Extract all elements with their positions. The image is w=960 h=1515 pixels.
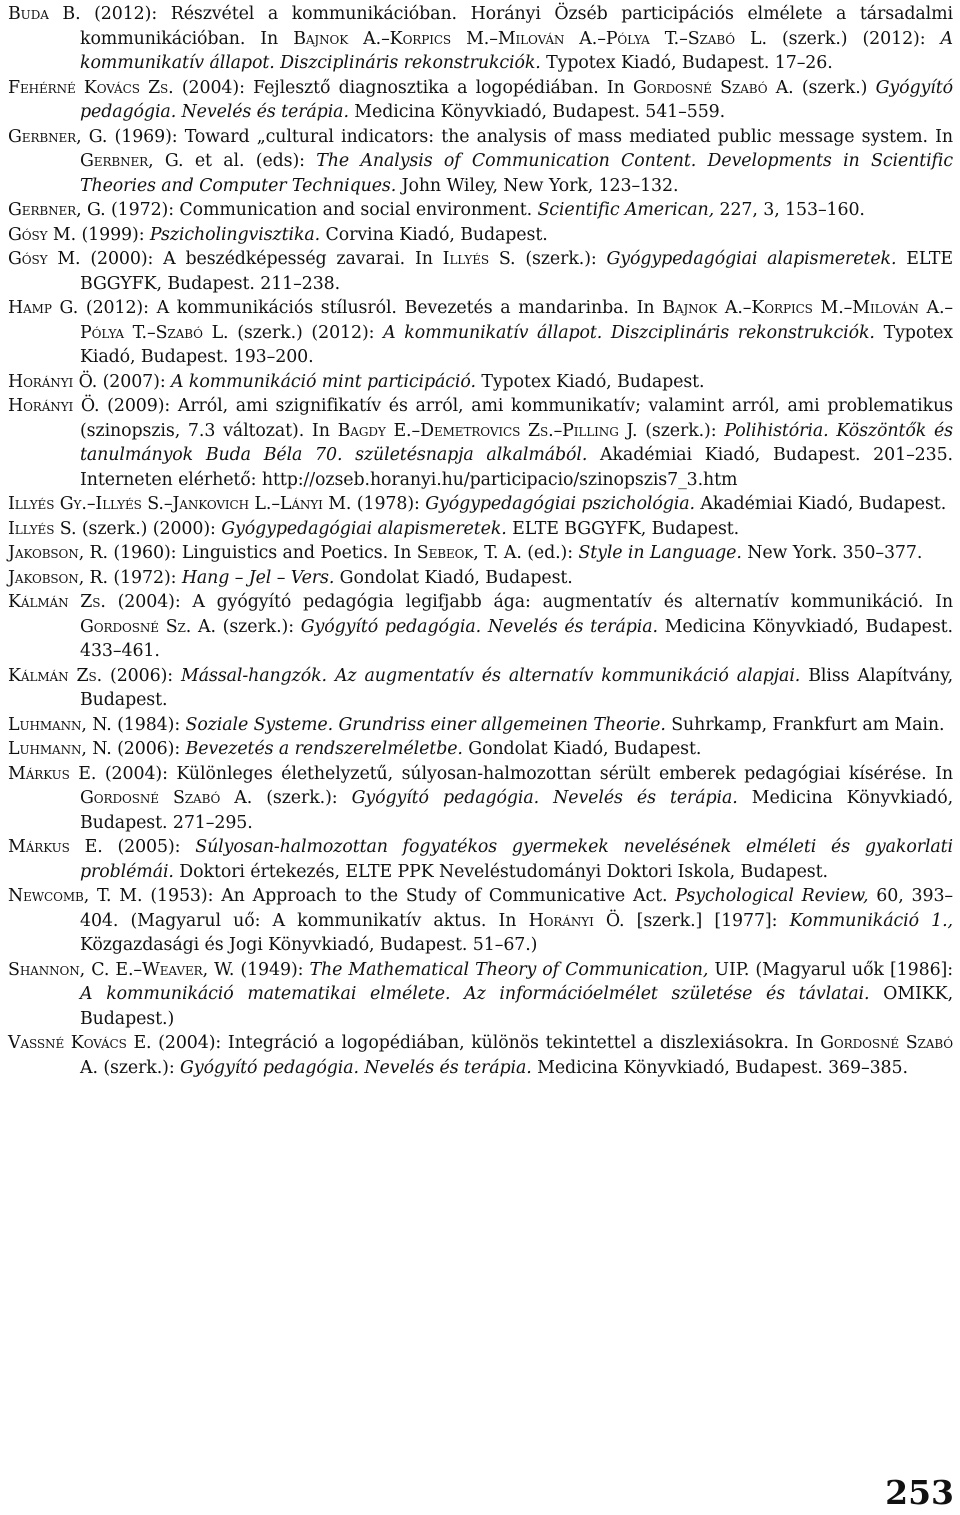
author-name: Gordosné Szabó A.: [80, 1033, 954, 1078]
reference-text: –: [597, 28, 606, 49]
author-name: Horányi Ö.: [8, 371, 98, 392]
reference-text: (2004): Fejlesztő diagnosztika a logopédiában. In: [173, 77, 633, 98]
reference-entry: [8, 713, 953, 738]
work-title: Súlyosan-halmozottan fogyatékos gyermekek nevelésének elméleti és gyakorlati problémái.: [80, 837, 953, 882]
work-title: Gyógyító pedagógia. Nevelés és terápia.: [80, 77, 953, 122]
author-name: Pólya T.: [80, 322, 147, 343]
author-name: Korpics M.: [751, 298, 844, 318]
work-title: Kommunikáció 1.,: [789, 910, 953, 931]
reference-text: (2012): Részvétel a kommunikációban. Horányi Özséb participációs elmélete a társadalmi kommunikációban. In: [80, 4, 953, 49]
reference-text: –: [381, 28, 390, 49]
author-name: Gósy M.: [8, 224, 77, 245]
reference-entry: [8, 223, 953, 248]
reference-text: (2005):: [102, 837, 196, 857]
reference-text: –: [742, 298, 752, 318]
author-name: Jakobson, R.: [8, 543, 108, 563]
reference-text: Typotex Kiadó, Budapest. 193–200.: [80, 322, 953, 367]
author-name: Pilling J.: [562, 420, 638, 441]
work-title: Gyógypedagógiai alapismeretek.: [221, 518, 507, 539]
author-name: Korpics M.: [389, 28, 490, 49]
author-name: Milován A.: [852, 298, 945, 318]
reference-text: –: [553, 420, 563, 441]
work-title: A kommunikáció mint participáció.: [171, 371, 476, 392]
reference-text: –: [944, 298, 953, 318]
author-name: Gósy M.: [8, 249, 81, 269]
reference-text: Gondolat Kiadó, Budapest.: [334, 567, 573, 588]
reference-text: Medicina Könyvkiadó, Budapest. 369–385.: [531, 1057, 908, 1078]
reference-text: Közgazdasági és Jogi Könyvkiadó, Budapest. 51–67.): [80, 935, 538, 955]
reference-text: Bliss Alapítvány, Budapest.: [80, 665, 954, 710]
reference-text: –: [843, 298, 853, 318]
author-name: Bagdy E.: [337, 420, 412, 441]
work-title: Gyógypedagógiai pszichológia.: [425, 494, 695, 514]
reference-text: –: [489, 28, 498, 49]
work-title: Style in Language.: [578, 543, 742, 563]
author-name: Bajnok A.: [293, 28, 382, 49]
author-name: Lányi M.: [279, 494, 352, 514]
reference-text: 60, 393–404. (Magyarul uő: A kommunikatív aktus. In: [80, 886, 954, 931]
reference-text: (szerk.):: [252, 788, 352, 808]
reference-entry: [8, 958, 953, 1032]
work-title: A kommunikatív állapot. Diszciplináris rekonstrukciók.: [80, 28, 953, 73]
reference-entry: [8, 247, 953, 296]
work-title: Soziale Systeme. Grundriss einer allgemeinen Theorie.: [185, 714, 666, 735]
author-name: Vassné Kovács E.: [8, 1033, 152, 1053]
reference-text: Corvina Kiadó, Budapest.: [320, 224, 548, 245]
author-name: Hamp G.: [8, 298, 79, 318]
reference-entry: [8, 541, 953, 566]
reference-entry: [8, 590, 953, 664]
work-title: Psychological Review,: [675, 886, 869, 906]
author-name: Demetrovics Zs.: [420, 420, 554, 441]
reference-text: (2007):: [97, 371, 172, 392]
work-title: Gyógypedagógiai alapismeretek.: [606, 249, 897, 269]
work-title: Polihistória. Köszöntők és tanulmányok Buda Béla 70. születésnapja alkalmából.: [80, 420, 953, 465]
reference-entry: [8, 737, 953, 762]
work-title: Mással-hangzók. Az augmentatív és alternatív kommunikáció alapjai.: [181, 665, 801, 686]
reference-text: (2000): A beszédképesség zavarai. In: [80, 249, 443, 269]
reference-text: –: [679, 28, 688, 49]
reference-text: –: [146, 322, 156, 343]
reference-entry: [8, 76, 953, 125]
reference-entry: [8, 566, 953, 591]
reference-text: –: [411, 420, 421, 441]
author-name: Illyés S.: [442, 249, 516, 269]
work-title: Bevezetés a rendszerelméletbe.: [185, 739, 463, 759]
reference-entry: [8, 517, 953, 542]
reference-text: (1960): Linguistics and Poetics. In: [107, 543, 417, 563]
reference-text: –: [271, 494, 280, 514]
work-title: A kommunikatív állapot. Diszciplináris rekonstrukciók.: [383, 322, 875, 343]
reference-text: Medicina Könyvkiadó, Budapest. 433–461.: [80, 616, 953, 661]
reference-entry: [8, 492, 953, 517]
work-title: Gyógyító pedagógia. Nevelés és terápia.: [351, 788, 738, 808]
reference-entry: [8, 835, 953, 884]
reference-text: Medicina Könyvkiadó, Budapest. 541–559.: [348, 102, 726, 122]
author-name: Kálmán Zs.: [8, 665, 103, 686]
author-name: Gerbner, G.: [80, 151, 184, 171]
reference-text: (2004): Különleges élethelyzetű, súlyosan-halmozottan sérült emberek pedagógiai kísérése. In: [96, 763, 953, 784]
reference-text: (szerk.):: [97, 1057, 181, 1078]
reference-entry: [8, 1031, 953, 1080]
author-name: Pólya T.: [605, 28, 680, 49]
author-name: Luhmann, N.: [8, 714, 112, 735]
reference-text: et al. (eds):: [183, 151, 317, 171]
author-name: Weaver, W.: [142, 959, 235, 980]
work-title: The Analysis of Communication Content. Developments in Scientific Theories and Computer Techniques.: [80, 151, 954, 196]
work-title: Pszicholingvisztika.: [149, 224, 321, 245]
reference-text: (1969): Toward „cultural indicators: the analysis of mass mediated public message system. In: [107, 126, 953, 147]
reference-text: (1949):: [234, 959, 310, 980]
author-name: Szabó L.: [687, 28, 767, 49]
reference-text: UIP. (Magyarul uők [1986]:: [708, 959, 953, 980]
author-name: Márkus E.: [8, 837, 103, 857]
reference-text: Akadémiai Kiadó, Budapest.: [694, 494, 947, 514]
reference-entry: [8, 762, 953, 836]
author-name: Bajnok A.: [662, 298, 743, 318]
work-title: Gyógyító pedagógia. Nevelés és terápia.: [300, 616, 658, 637]
author-name: Shannon, C. E.: [8, 959, 134, 980]
reference-text: (szerk.):: [215, 616, 301, 637]
reference-text: (1984):: [111, 714, 186, 735]
reference-text: Typotex Kiadó, Budapest.: [475, 371, 705, 392]
reference-text: Typotex Kiadó, Budapest. 17–26.: [540, 53, 833, 73]
reference-text: (2004): A gyógyító pedagógia legifjabb ága: augmentatív és alternatív kommunikáció. In: [105, 592, 953, 612]
author-name: Gordosné Szabó A.: [80, 788, 253, 808]
reference-text: –: [163, 494, 173, 514]
work-title: A kommunikáció matematikai elmélete. Az információelmélet születése és távlatai.: [80, 984, 870, 1004]
reference-text: (2006):: [102, 665, 182, 686]
author-name: Sebeok, T. A.: [416, 543, 522, 563]
reference-text: ELTE BGGYFK, Budapest.: [506, 518, 740, 539]
author-name: Gordosné Szabó A.: [633, 77, 794, 98]
reference-text: (2012): A kommunikációs stílusról. Bevezetés a mandarinba. In: [78, 298, 663, 318]
work-title: The Mathematical Theory of Communication,: [309, 959, 709, 980]
author-name: Gerbner, G.: [8, 200, 106, 220]
reference-text: (1978):: [351, 494, 426, 514]
reference-text: (1953): An Approach to the Study of Communicative Act.: [142, 886, 676, 906]
reference-text: –: [86, 494, 96, 514]
reference-text: (2006):: [111, 739, 186, 759]
author-name: Horányi Ö.: [528, 910, 625, 931]
reference-text: [szerk.] [1977]:: [624, 910, 790, 931]
reference-entry: [8, 296, 953, 370]
author-name: Jakobson, R.: [8, 567, 108, 588]
reference-text: (ed.):: [521, 543, 579, 563]
reference-text: (szerk.) (2012):: [766, 28, 941, 49]
reference-list: [8, 2, 953, 1080]
reference-text: (szerk.): [793, 77, 876, 98]
author-name: Gerbner, G.: [8, 126, 108, 147]
author-name: Illyés S.: [8, 518, 77, 539]
reference-entry: [8, 370, 953, 395]
reference-text: (szerk.) (2000):: [76, 518, 222, 539]
work-title: Hang – Jel – Vers.: [181, 567, 335, 588]
author-name: Márkus E.: [8, 763, 97, 784]
work-title: Scientific American,: [537, 200, 715, 220]
work-title: Gyógyító pedagógia. Nevelés és terápia.: [180, 1057, 532, 1078]
author-name: Illyés Gy.: [8, 494, 87, 514]
author-name: Kálmán Zs.: [8, 592, 106, 612]
author-name: Szabó L.: [155, 322, 229, 343]
reference-entry: [8, 2, 953, 76]
page-number: 253: [885, 1473, 954, 1512]
reference-entry: [8, 125, 953, 199]
reference-text: (szerk.):: [515, 249, 607, 269]
reference-text: Suhrkamp, Frankfurt am Main.: [665, 714, 945, 735]
reference-text: (szerk.) (2012):: [228, 322, 384, 343]
reference-text: 227, 3, 153–160.: [714, 200, 865, 220]
author-name: Fehérné Kovács Zs.: [8, 77, 174, 98]
reference-entry: [8, 198, 953, 223]
author-name: Buda B.: [8, 4, 81, 24]
reference-text: ELTE BGGYFK, Budapest. 211–238.: [80, 249, 953, 294]
author-name: Jankovich L.: [172, 494, 272, 514]
reference-text: (1999):: [76, 224, 150, 245]
reference-text: New York. 350–377.: [741, 543, 923, 563]
reference-text: John Wiley, New York, 123–132.: [396, 175, 679, 196]
reference-text: (2004): Integráció a logopédiában, különös tekintettel a diszlexiásokra. In: [151, 1033, 821, 1053]
reference-text: Doktori értekezés, ELTE PPK Neveléstudományi Doktori Iskola, Budapest.: [173, 861, 828, 882]
reference-text: OMIKK, Budapest.): [80, 984, 954, 1029]
author-name: Gordosné Sz. A.: [80, 616, 216, 637]
reference-text: –: [133, 959, 142, 980]
reference-text: Medicina Könyvkiadó, Budapest. 271–295.: [80, 788, 953, 833]
reference-entry: [8, 884, 953, 958]
reference-text: (2009): Arról, ami szignifikatív és arról, ami kommunikatív; valamint arról, ami problematikus (szinopszis, 7.3 változat). In: [80, 396, 953, 441]
reference-entry: [8, 664, 953, 713]
author-name: Luhmann, N.: [8, 739, 112, 759]
reference-text: (1972):: [107, 567, 182, 588]
reference-text: Akadémiai Kiadó, Budapest. 201–235. Interneten elérhető: http://ozseb.horanyi.hu/participacio/szinopszis7_3.htm: [80, 445, 953, 490]
reference-entry: [8, 394, 953, 492]
author-name: Milován A.: [497, 28, 598, 49]
author-name: Illyés S.: [95, 494, 164, 514]
reference-text: Gondolat Kiadó, Budapest.: [462, 739, 702, 759]
reference-text: (szerk.):: [637, 420, 725, 441]
author-name: Newcomb, T. M.: [8, 886, 143, 906]
reference-text: (1972): Communication and social environment.: [105, 200, 538, 220]
author-name: Horányi Ö.: [8, 396, 100, 416]
